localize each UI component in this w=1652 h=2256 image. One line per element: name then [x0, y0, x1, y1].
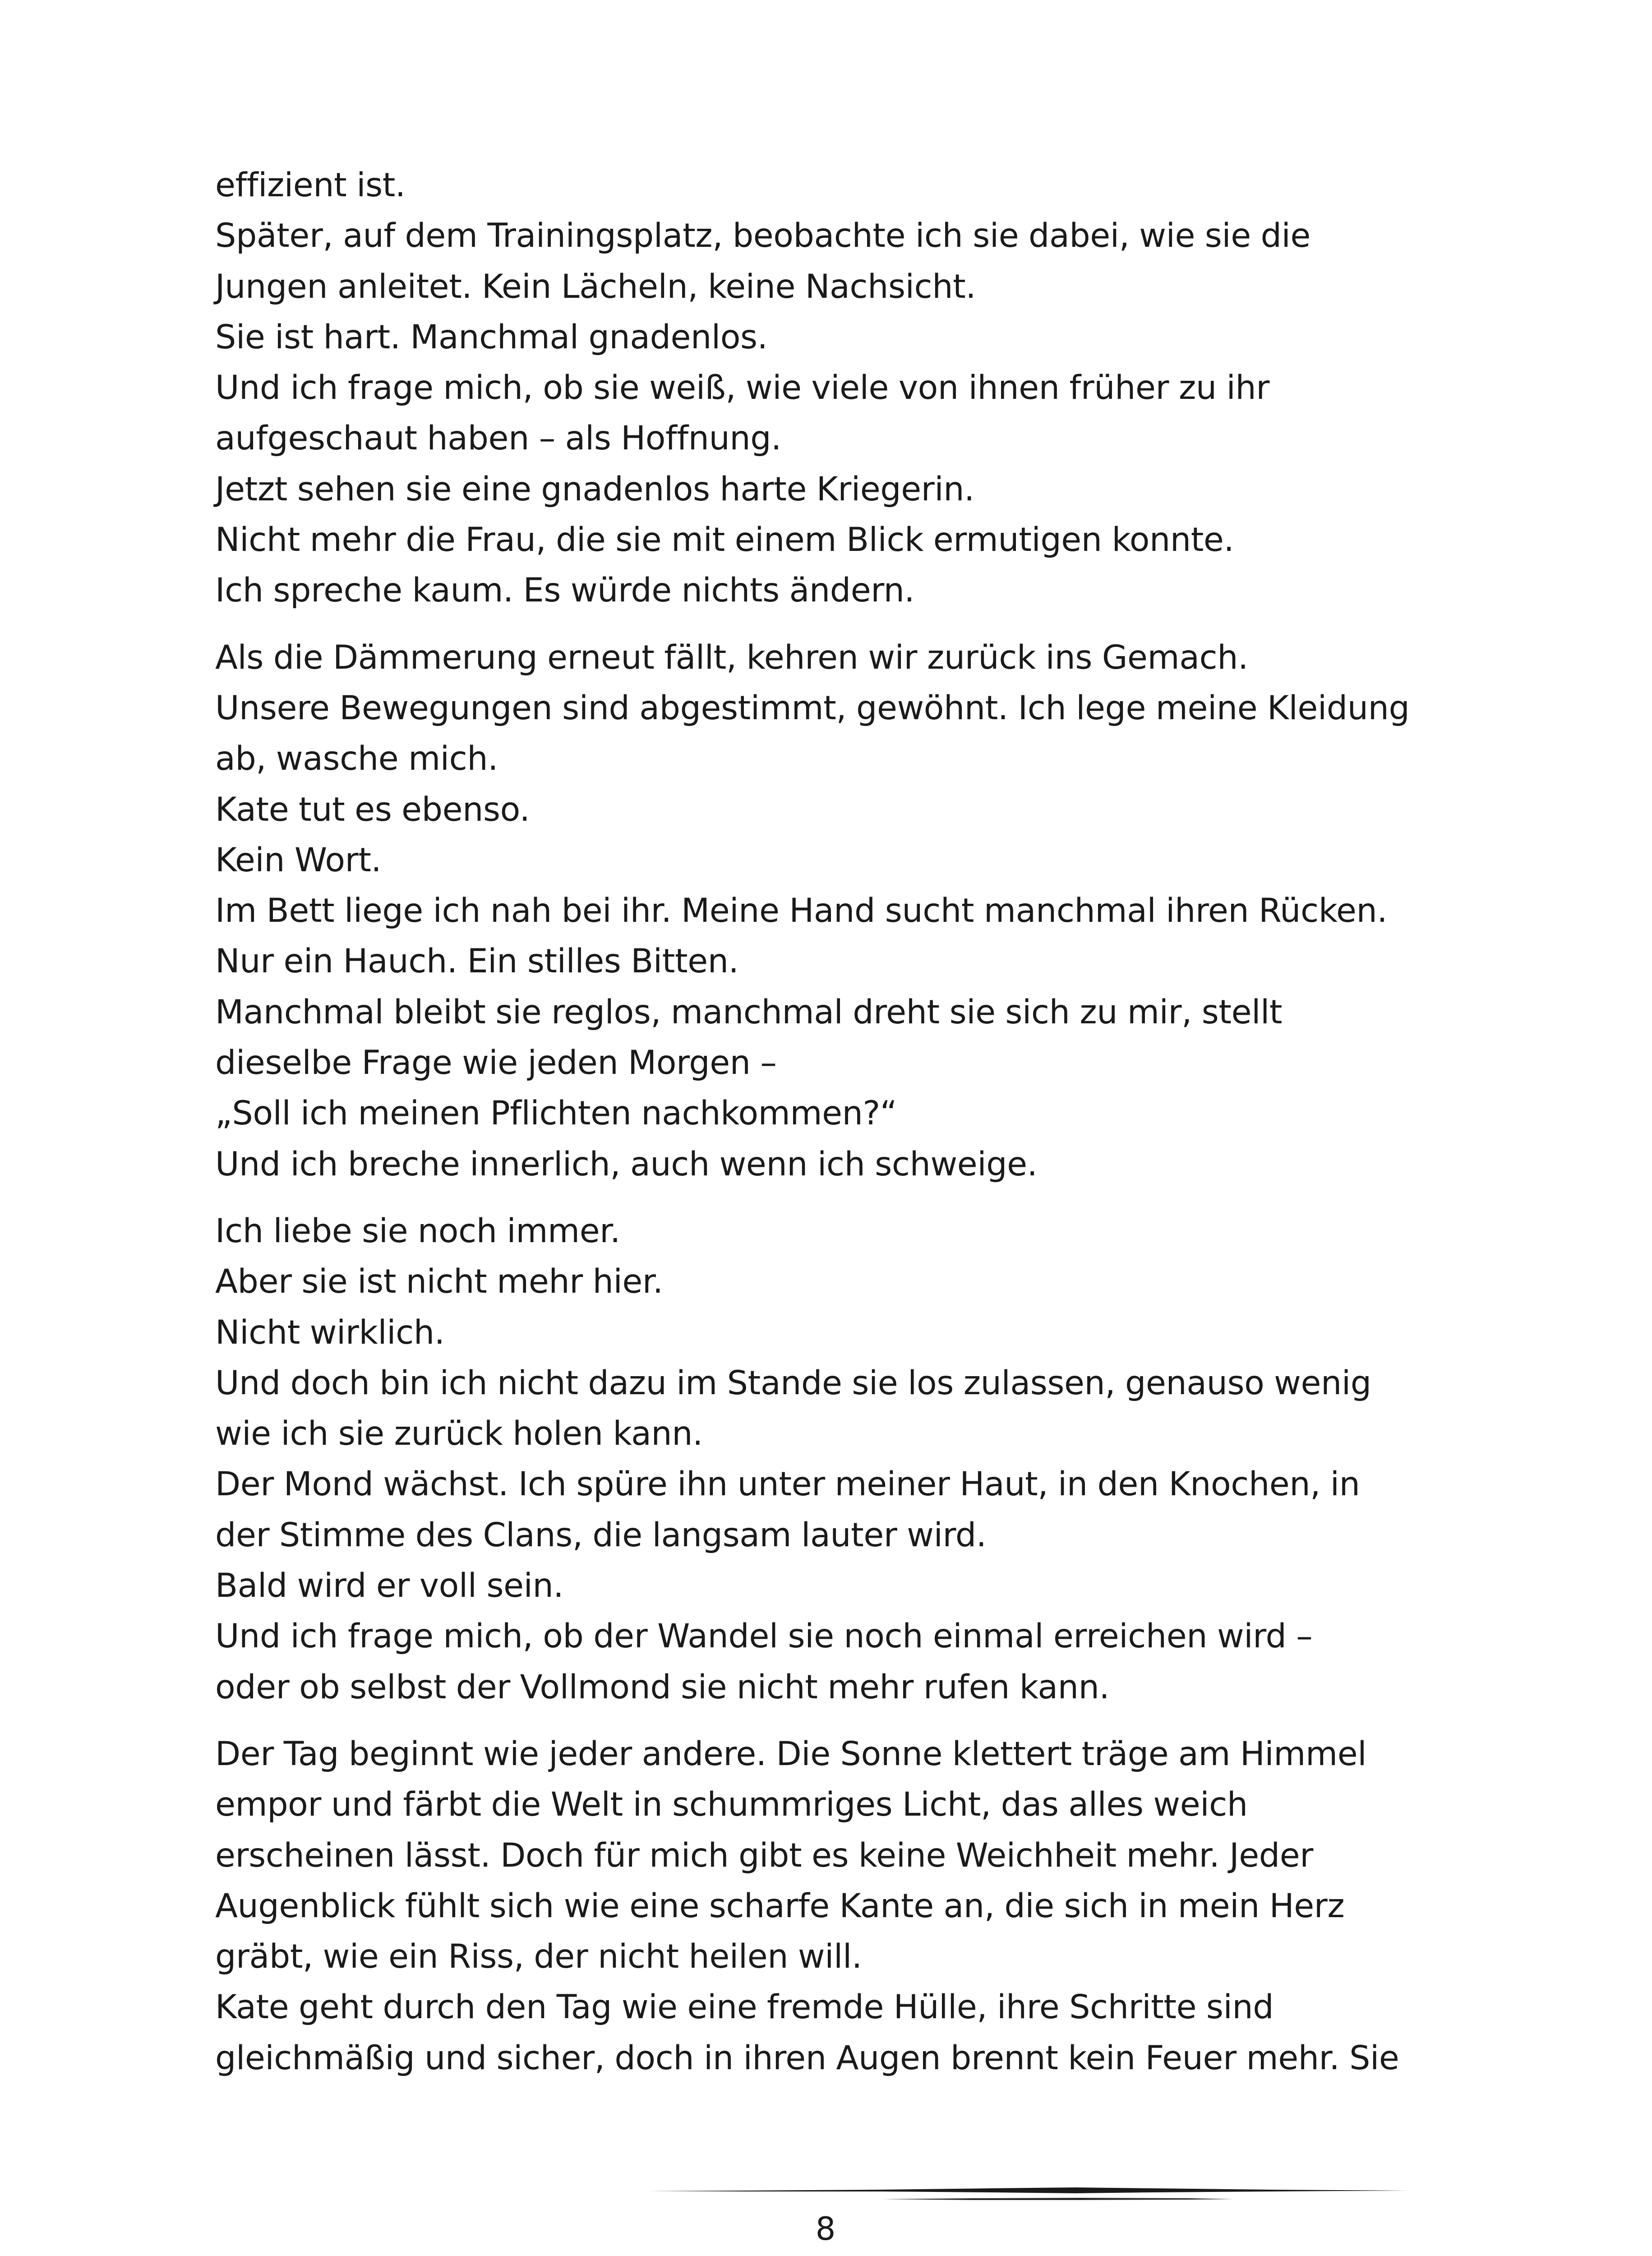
- text-line: Ich liebe sie noch immer.: [215, 1211, 620, 1250]
- paragraph-1: [215, 160, 1460, 616]
- text-line: empor und färbt die Welt in schummriges Licht, das alles weich: [215, 1785, 1248, 1824]
- text-line: Und ich frage mich, ob sie weiß, wie viele von ihnen früher zu ihr: [215, 369, 1269, 407]
- text-line: der Stimme des Clans, die langsam lauter wird.: [215, 1516, 987, 1554]
- text-line: Unsere Bewegungen sind abgestimmt, gewöhnt. Ich lege meine Kleidung: [215, 689, 1410, 727]
- text-line: Später, auf dem Trainingsplatz, beobachte ich sie dabei, wie sie die: [215, 217, 1311, 255]
- text-line: „Soll ich meinen Pflichten nachkommen?“: [215, 1094, 897, 1133]
- text-line: oder ob selbst der Vollmond sie nicht mehr rufen kann.: [215, 1668, 1110, 1706]
- text-line: Jungen anleitet. Kein Lächeln, keine Nachsicht.: [215, 267, 976, 306]
- text-line: Und doch bin ich nicht dazu im Stande sie los zulassen, genauso wenig: [215, 1364, 1371, 1402]
- text-line: Nicht mehr die Frau, die sie mit einem Blick ermutigen konnte.: [215, 521, 1234, 559]
- text-line: Kate geht durch den Tag wie eine fremde Hülle, ihre Schritte sind: [215, 1988, 1274, 2027]
- page-number: 8: [815, 2210, 836, 2247]
- text-line: erscheinen lässt. Doch für mich gibt es keine Weichheit mehr. Jeder: [215, 1836, 1313, 1875]
- text-line: Aber sie ist nicht mehr hier.: [215, 1262, 663, 1301]
- paragraph-3: [215, 1206, 1460, 1713]
- text-line: aufgeschaut haben – als Hoffnung.: [215, 419, 781, 458]
- text-line: Nur ein Hauch. Ein stilles Bitten.: [215, 942, 739, 981]
- text-line: Als die Dämmerung erneut fällt, kehren wir zurück ins Gemach.: [215, 638, 1248, 677]
- text-line: Augenblick fühlt sich wie eine scharfe Kante an, die sich in mein Herz: [215, 1886, 1345, 1925]
- text-line: Und ich frage mich, ob der Wandel sie noch einmal erreichen wird –: [215, 1617, 1313, 1656]
- text-line: Jetzt sehen sie eine gnadenlos harte Kriegerin.: [215, 470, 974, 509]
- text-line: effizient ist.: [215, 166, 406, 204]
- text-line: Im Bett liege ich nah bei ihr. Meine Hand sucht manchmal ihren Rücken.: [215, 892, 1388, 930]
- text-line: Der Mond wächst. Ich spüre ihn unter meiner Haut, in den Knochen, in: [215, 1465, 1360, 1504]
- text-line: Nicht wirklich.: [215, 1313, 445, 1352]
- body-text: [215, 160, 1460, 2100]
- text-line: gleichmäßig und sicher, doch in ihren Augen brennt kein Feuer mehr. Sie: [215, 2039, 1399, 2077]
- text-line: Und ich breche innerlich, auch wenn ich schweige.: [215, 1145, 1038, 1183]
- text-line: Der Tag beginnt wie jeder andere. Die Sonne klettert träge am Himmel: [215, 1734, 1367, 1773]
- text-line: gräbt, wie ein Riss, der nicht heilen will.: [215, 1937, 862, 1976]
- text-line: dieselbe Frage wie jeden Morgen –: [215, 1044, 777, 1082]
- paragraph-4: [215, 1729, 1460, 2084]
- text-line: wie ich sie zurück holen kann.: [215, 1415, 703, 1453]
- text-line: Ich spreche kaum. Es würde nichts ändern.: [215, 571, 915, 610]
- paragraph-2: [215, 633, 1460, 1190]
- text-line: ab, wasche mich.: [215, 740, 498, 778]
- text-line: Kein Wort.: [215, 841, 382, 879]
- text-line: Sie ist hart. Manchmal gnadenlos.: [215, 318, 768, 356]
- text-line: Kate tut es ebenso.: [215, 790, 530, 829]
- footer-divider: [647, 2187, 1407, 2201]
- text-line: Manchmal bleibt sie reglos, manchmal dreht sie sich zu mir, stellt: [215, 993, 1283, 1031]
- text-line: Bald wird er voll sein.: [215, 1567, 564, 1605]
